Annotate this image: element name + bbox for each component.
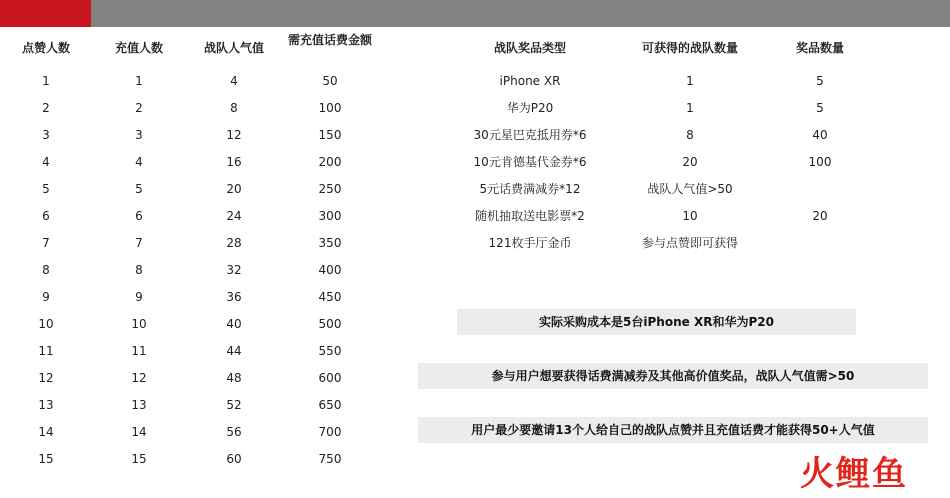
left-table-cell: 12 — [226, 128, 242, 142]
watermark-text: 火鲤鱼 — [800, 454, 908, 494]
left-table-cell: 750 — [318, 452, 342, 466]
left-table-cell: 8 — [135, 263, 143, 277]
left-table-cell: 300 — [318, 209, 342, 223]
left-table-cell: 32 — [226, 263, 242, 277]
left-header-recharge-amount: 需充值话费金额 — [288, 33, 373, 47]
right-table-cell: 华为P20 — [506, 101, 554, 115]
left-table-cell: 1 — [135, 74, 143, 88]
left-table-cell: 48 — [226, 371, 242, 385]
left-table-cell: 5 — [42, 182, 50, 196]
left-table-cell: 7 — [42, 236, 50, 250]
right-table-cell: 5 — [816, 74, 824, 88]
right-header-prize-quantity: 奖品数量 — [795, 41, 844, 55]
left-header-recharge-users: 充值人数 — [114, 41, 163, 55]
left-table-cell: 6 — [42, 209, 50, 223]
left-table-cell: 8 — [42, 263, 50, 277]
left-table-cell: 350 — [318, 236, 342, 250]
left-table-cell: 9 — [42, 290, 50, 304]
right-table-cell: 30元星巴克抵用券*6 — [473, 128, 587, 142]
left-table-cell: 13 — [38, 398, 54, 412]
left-table-cell: 15 — [38, 452, 54, 466]
left-table-cell: 52 — [226, 398, 242, 412]
right-table-cell: 5元话费满减券*12 — [479, 182, 581, 196]
left-table-cell: 60 — [226, 452, 242, 466]
right-table-cell: 100 — [808, 155, 832, 169]
left-table-cell: 20 — [226, 182, 242, 196]
top-banner — [0, 0, 950, 27]
left-table-cell: 36 — [226, 290, 242, 304]
left-table-cell: 5 — [135, 182, 143, 196]
right-table-cell: 5 — [816, 101, 824, 115]
left-table-cell: 12 — [131, 371, 147, 385]
left-table-cell: 250 — [318, 182, 342, 196]
left-table-cell: 150 — [318, 128, 342, 142]
left-table-cell: 700 — [318, 425, 342, 439]
left-table-cell: 450 — [318, 290, 342, 304]
right-table-cell: 40 — [812, 128, 828, 142]
left-table-cell: 9 — [135, 290, 143, 304]
right-table-cell: iPhone XR — [499, 74, 561, 88]
right-table-cell: 1 — [686, 101, 694, 115]
left-table-cell: 56 — [226, 425, 242, 439]
left-table-cell: 500 — [318, 317, 342, 331]
left-table-cell: 1 — [42, 74, 50, 88]
right-table-cell: 121枚手厅金币 — [488, 236, 572, 250]
right-header-prize-type: 战队奖品类型 — [493, 41, 566, 55]
left-table-cell: 28 — [226, 236, 242, 250]
left-table-cell: 11 — [38, 344, 54, 358]
right-header-team-count: 可获得的战队数量 — [641, 41, 738, 55]
top-banner-accent — [0, 0, 91, 27]
left-table-cell: 15 — [131, 452, 147, 466]
left-table-cell: 200 — [318, 155, 342, 169]
right-table-cell: 战队人气值>50 — [647, 182, 733, 196]
right-table-cell: 20 — [682, 155, 698, 169]
left-table-cell: 2 — [135, 101, 143, 115]
watermark-logo — [800, 452, 940, 496]
left-table-cell: 14 — [131, 425, 147, 439]
left-table-cell: 4 — [135, 155, 143, 169]
left-table-cell: 16 — [226, 155, 242, 169]
left-table-cell: 3 — [42, 128, 50, 142]
right-table-cell: 10元肯德基代金券*6 — [473, 155, 587, 169]
left-table-cell: 12 — [38, 371, 54, 385]
left-table-cell: 2 — [42, 101, 50, 115]
left-table-cell: 24 — [226, 209, 242, 223]
right-table-cell: 20 — [812, 209, 828, 223]
left-table-cell: 4 — [42, 155, 50, 169]
left-table-cell: 6 — [135, 209, 143, 223]
left-table-cell: 8 — [230, 101, 238, 115]
left-table-cell: 600 — [318, 371, 342, 385]
left-table-cell: 3 — [135, 128, 143, 142]
right-table-cell: 随机抽取送电影票*2 — [475, 209, 585, 223]
right-table-cell: 8 — [686, 128, 694, 142]
left-table-cell: 650 — [318, 398, 342, 412]
left-table-cell: 7 — [135, 236, 143, 250]
left-header-popularity: 战队人气值 — [203, 41, 264, 55]
left-table-cell: 400 — [318, 263, 342, 277]
left-table-cell: 100 — [318, 101, 342, 115]
left-table-cell: 40 — [226, 317, 242, 331]
left-header-likes: 点赞人数 — [21, 41, 70, 55]
left-table-cell: 13 — [131, 398, 147, 412]
left-table-cell: 10 — [131, 317, 147, 331]
left-table-cell: 10 — [38, 317, 54, 331]
note-popularity-requirement: 参与用户想要获得话费满减券及其他高价值奖品，战队人气值需>50 — [418, 363, 928, 389]
left-table-cell: 50 — [322, 74, 338, 88]
right-table-cell: 10 — [682, 209, 698, 223]
note-invite-requirement: 用户最少要邀请13个人给自己的战队点赞并且充值话费才能获得50+人气值 — [418, 417, 928, 443]
left-table-cell: 44 — [226, 344, 242, 358]
left-table-cell: 11 — [131, 344, 147, 358]
right-table-cell: 1 — [686, 74, 694, 88]
left-table-cell: 14 — [38, 425, 54, 439]
left-table-cell: 4 — [230, 74, 238, 88]
left-table-cell: 550 — [318, 344, 342, 358]
right-table-cell: 参与点赞即可获得 — [641, 236, 738, 250]
note-cost: 实际采购成本是5台iPhone XR和华为P20 — [457, 309, 856, 335]
